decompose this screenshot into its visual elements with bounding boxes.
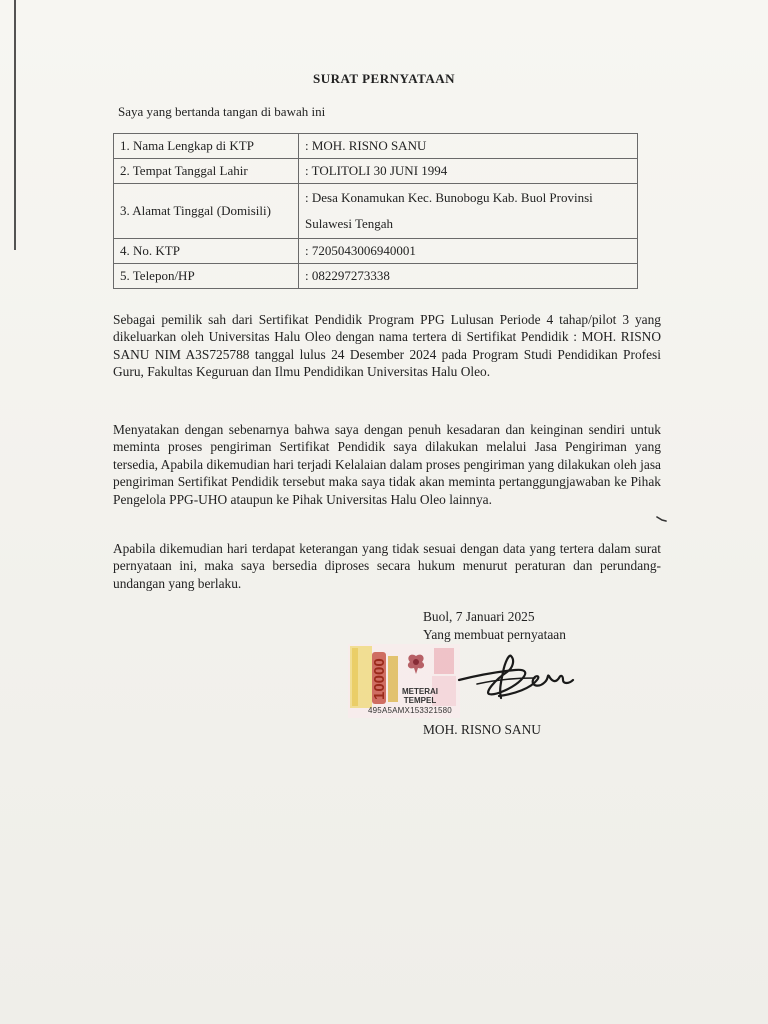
paragraph-text: Apabila dikemudian hari terdapat keterangan yang tidak sesuai dengan data yang tertera dalam surat pernyataan ini, maka saya bersedia diproses secara hukum menurut peraturan dan perundang-undangan yang berlaku. <box>113 541 661 591</box>
paragraph-legal <box>113 540 661 592</box>
field-label: 4. No. KTP <box>114 239 299 264</box>
meterai-serial: 495A5AMX153321580 <box>368 706 452 715</box>
field-value: : 7205043006940001 <box>299 239 638 264</box>
meterai-label <box>402 687 438 705</box>
table-row <box>114 159 638 184</box>
maker-label: Yang membuat pernyataan <box>423 627 566 642</box>
paragraph-text: Menyatakan dengan sebenarnya bahwa saya dengan penuh kesadaran dan keinginan sendiri untuk meminta proses pengiriman Sertifikat Pendidik saya dilakukan melalui Jasa Pengiriman yang tersedia, Apabila dikemudian hari terjadi Kelalaian dalam proses pengiriman yang dilakukan oleh jasa pengiriman Sertifikat Pendidik tersebut maka saya tidak akan meminta pertanggungjawaban ke Pihak Pengelola PPG-UHO ataupun ke Pihak Universitas Halu Oleo lainnya. <box>113 422 661 507</box>
table-row <box>114 184 638 239</box>
field-label: 3. Alamat Tinggal (Domisili) <box>114 184 299 239</box>
signer-name: MOH. RISNO SANU <box>423 722 541 737</box>
intro-text: Saya yang bertanda tangan di bawah ini <box>118 104 326 119</box>
field-label: 2. Tempat Tanggal Lahir <box>114 159 299 184</box>
handwritten-signature-icon <box>455 650 585 705</box>
paragraph-ownership <box>113 311 661 381</box>
signature-header <box>423 608 566 644</box>
identity-table <box>113 133 638 289</box>
document-title: SURAT PERNYATAAN <box>313 71 455 86</box>
field-value: : TOLITOLI 30 JUNI 1994 <box>299 159 638 184</box>
table-row <box>114 239 638 264</box>
place-date: Buol, 7 Januari 2025 <box>423 609 535 624</box>
table-row <box>114 264 638 289</box>
meterai-label-line1: METERAI <box>402 687 438 696</box>
field-value: : MOH. RISNO SANU <box>299 134 638 159</box>
field-value: : 082297273338 <box>299 264 638 289</box>
paragraph-statement <box>113 421 661 508</box>
meterai-label-line2: TEMPEL <box>403 696 437 705</box>
svg-text:10000: 10000 <box>371 658 388 700</box>
field-label: 1. Nama Lengkap di KTP <box>114 134 299 159</box>
pen-mark-icon <box>656 515 668 523</box>
field-value: : Desa Konamukan Kec. Bunobogu Kab. Buol Provinsi Sulawesi Tengah <box>299 184 638 239</box>
scan-edge-line <box>14 0 16 250</box>
table-row <box>114 134 638 159</box>
paragraph-text: Sebagai pemilik sah dari Sertifikat Pendidik Program PPG Lulusan Periode 4 tahap/pilot 3 yang dikeluarkan oleh Universitas Halu Oleo dengan nama tertera di Sertifikat Pendidik : MOH. RISNO SANU NIM A3S725788 tanggal lulus 24 Desember 2024 pada Program Studi Pendidikan Profesi Guru, Fakultas Keguruan dan Ilmu Pendidikan Universitas Halu Oleo. <box>113 312 661 380</box>
field-label: 5. Telepon/HP <box>114 264 299 289</box>
